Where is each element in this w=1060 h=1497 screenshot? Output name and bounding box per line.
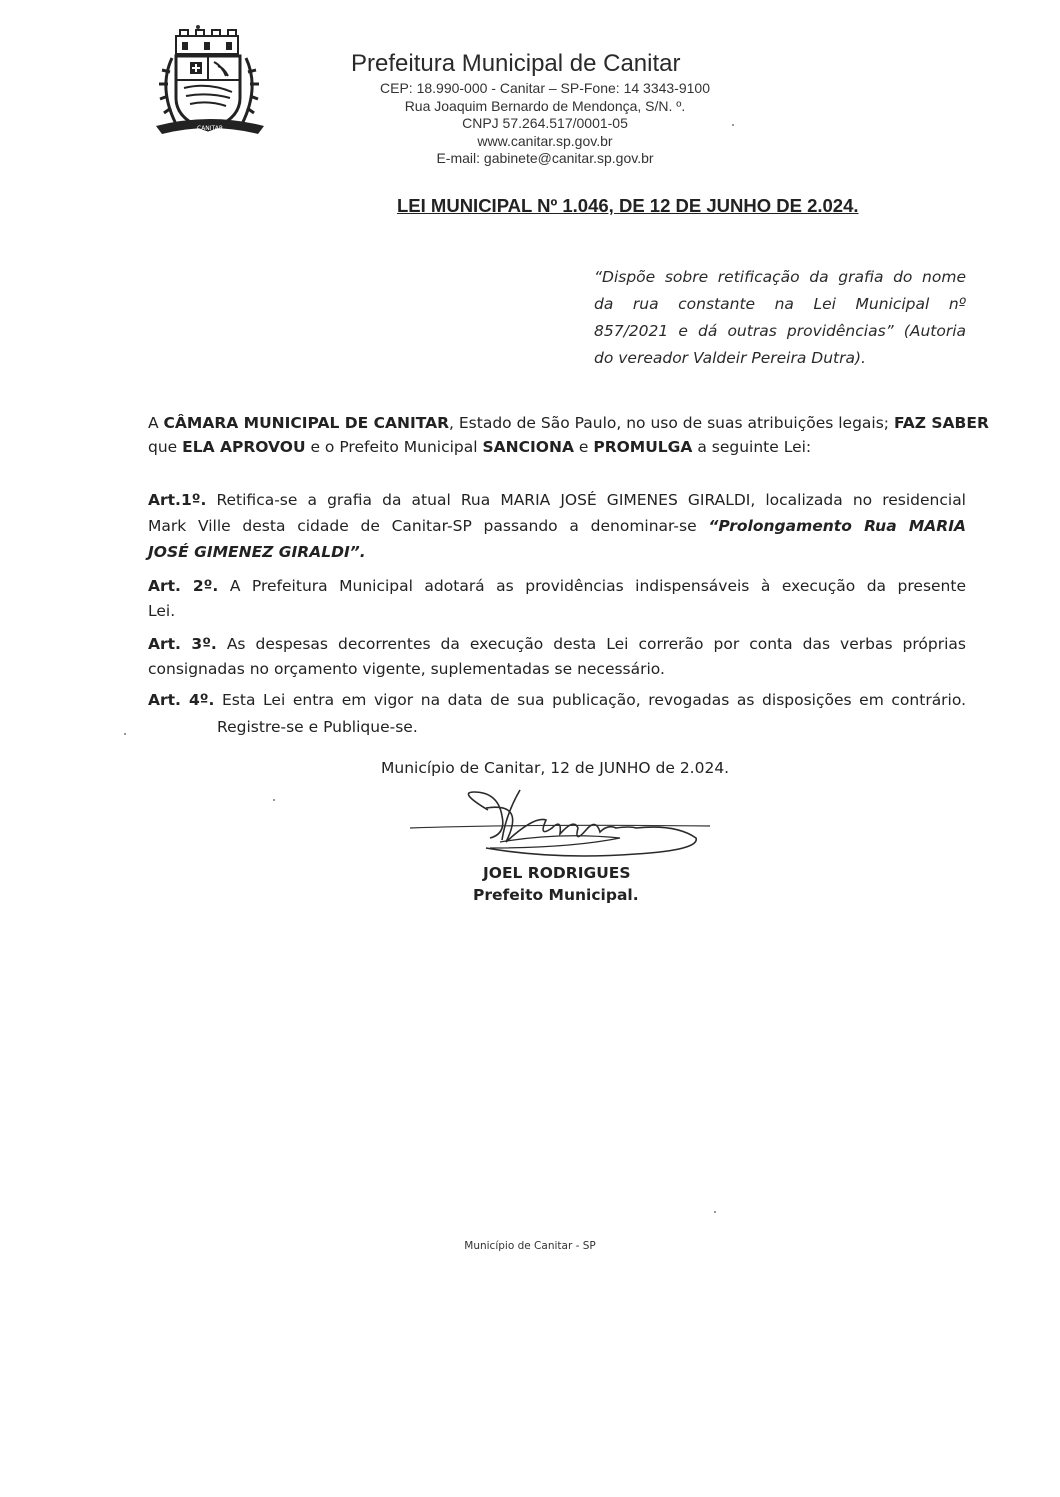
scan-speck [273, 799, 275, 801]
scan-speck [732, 124, 734, 126]
municipality-title: Prefeitura Municipal de Canitar [351, 50, 681, 77]
law-title: LEI MUNICIPAL Nº 1.046, DE 12 DE JUNHO DE 2.024. [397, 195, 859, 216]
coat-of-arms-icon [150, 22, 270, 140]
article-1 [148, 487, 966, 565]
summary-line: da rua constante na Lei Municipal nº [594, 295, 966, 313]
page-footer: Município de Canitar - SP [464, 1240, 596, 1252]
preamble [148, 411, 989, 459]
summary-line: “Dispõe sobre retificação da grafia do nome [594, 268, 966, 286]
text: a seguinte Lei: [692, 438, 812, 456]
text: Lei. [148, 602, 176, 620]
text: Esta Lei entra em vigor na data de sua publicação, revogadas as disposições em contrário. [214, 691, 967, 709]
article-label: Art. 2º. [148, 577, 219, 595]
article-label: Art.1º. [148, 491, 207, 509]
law-summary [594, 264, 966, 372]
header-address: Rua Joaquim Bernardo de Mendonça, S/N. º. [404, 98, 686, 114]
crest-ribbon-label: CANITAR [196, 125, 224, 132]
text: consignadas no orçamento vigente, suplementadas se necessário. [148, 660, 665, 678]
summary-line: do vereador Valdeir Pereira Dutra). [594, 349, 866, 367]
scan-speck [714, 1211, 716, 1213]
text-bold: PROMULGA [593, 438, 693, 456]
text: e o Prefeito Municipal [305, 438, 483, 456]
text-bold: ELA APROVOU [182, 438, 306, 456]
text: , Estado de São Paulo, no uso de suas atribuições legais; [449, 414, 894, 432]
text-bold: CÂMARA MUNICIPAL DE CANITAR [163, 414, 450, 432]
register-publish: Registre-se e Publique-se. [217, 718, 418, 736]
text: que [148, 438, 183, 456]
text-bold-italic: JOSÉ GIMENEZ GIRALDI”. [148, 543, 366, 561]
text: e [573, 438, 594, 456]
article-4 [148, 688, 966, 712]
header-website: www.canitar.sp.gov.br [477, 133, 613, 149]
text: A Prefeitura Municipal adotará as providências indispensáveis à execução da presente [218, 577, 966, 595]
text: A [148, 414, 164, 432]
summary-line: 857/2021 e dá outras providências” (Autoria [594, 322, 966, 340]
place-and-date: Município de Canitar, 12 de JUNHO de 2.024. [381, 759, 730, 777]
scan-speck [124, 733, 126, 735]
text: Mark Ville desta cidade de Canitar-SP passando a denominar-se [148, 517, 709, 535]
handwritten-signature [400, 780, 720, 870]
header-cnpj: CNPJ 57.264.517/0001-05 [462, 115, 628, 131]
article-label: Art. 4º. [148, 691, 215, 709]
signatory-name: JOEL RODRIGUES [483, 864, 631, 882]
text: As despesas decorrentes da execução desta Lei correrão por conta das verbas próprias [216, 635, 966, 653]
text-bold-italic: “Prolongamento Rua MARIA [708, 517, 966, 535]
header-email: E-mail: gabinete@canitar.sp.gov.br [436, 150, 654, 166]
article-label: Art. 3º. [148, 635, 217, 653]
signatory-role: Prefeito Municipal. [473, 886, 639, 904]
article-3 [148, 632, 966, 682]
article-2 [148, 574, 966, 624]
text: Retifica-se a grafia da atual Rua MARIA JOSÉ GIMENES GIRALDI, localizada no residencial [206, 491, 966, 509]
header-cep: CEP: 18.990-000 - Canitar – SP-Fone: 14 3343-9100 [380, 80, 710, 96]
text-bold: FAZ SABER [893, 414, 989, 432]
text-bold: SANCIONA [482, 438, 574, 456]
